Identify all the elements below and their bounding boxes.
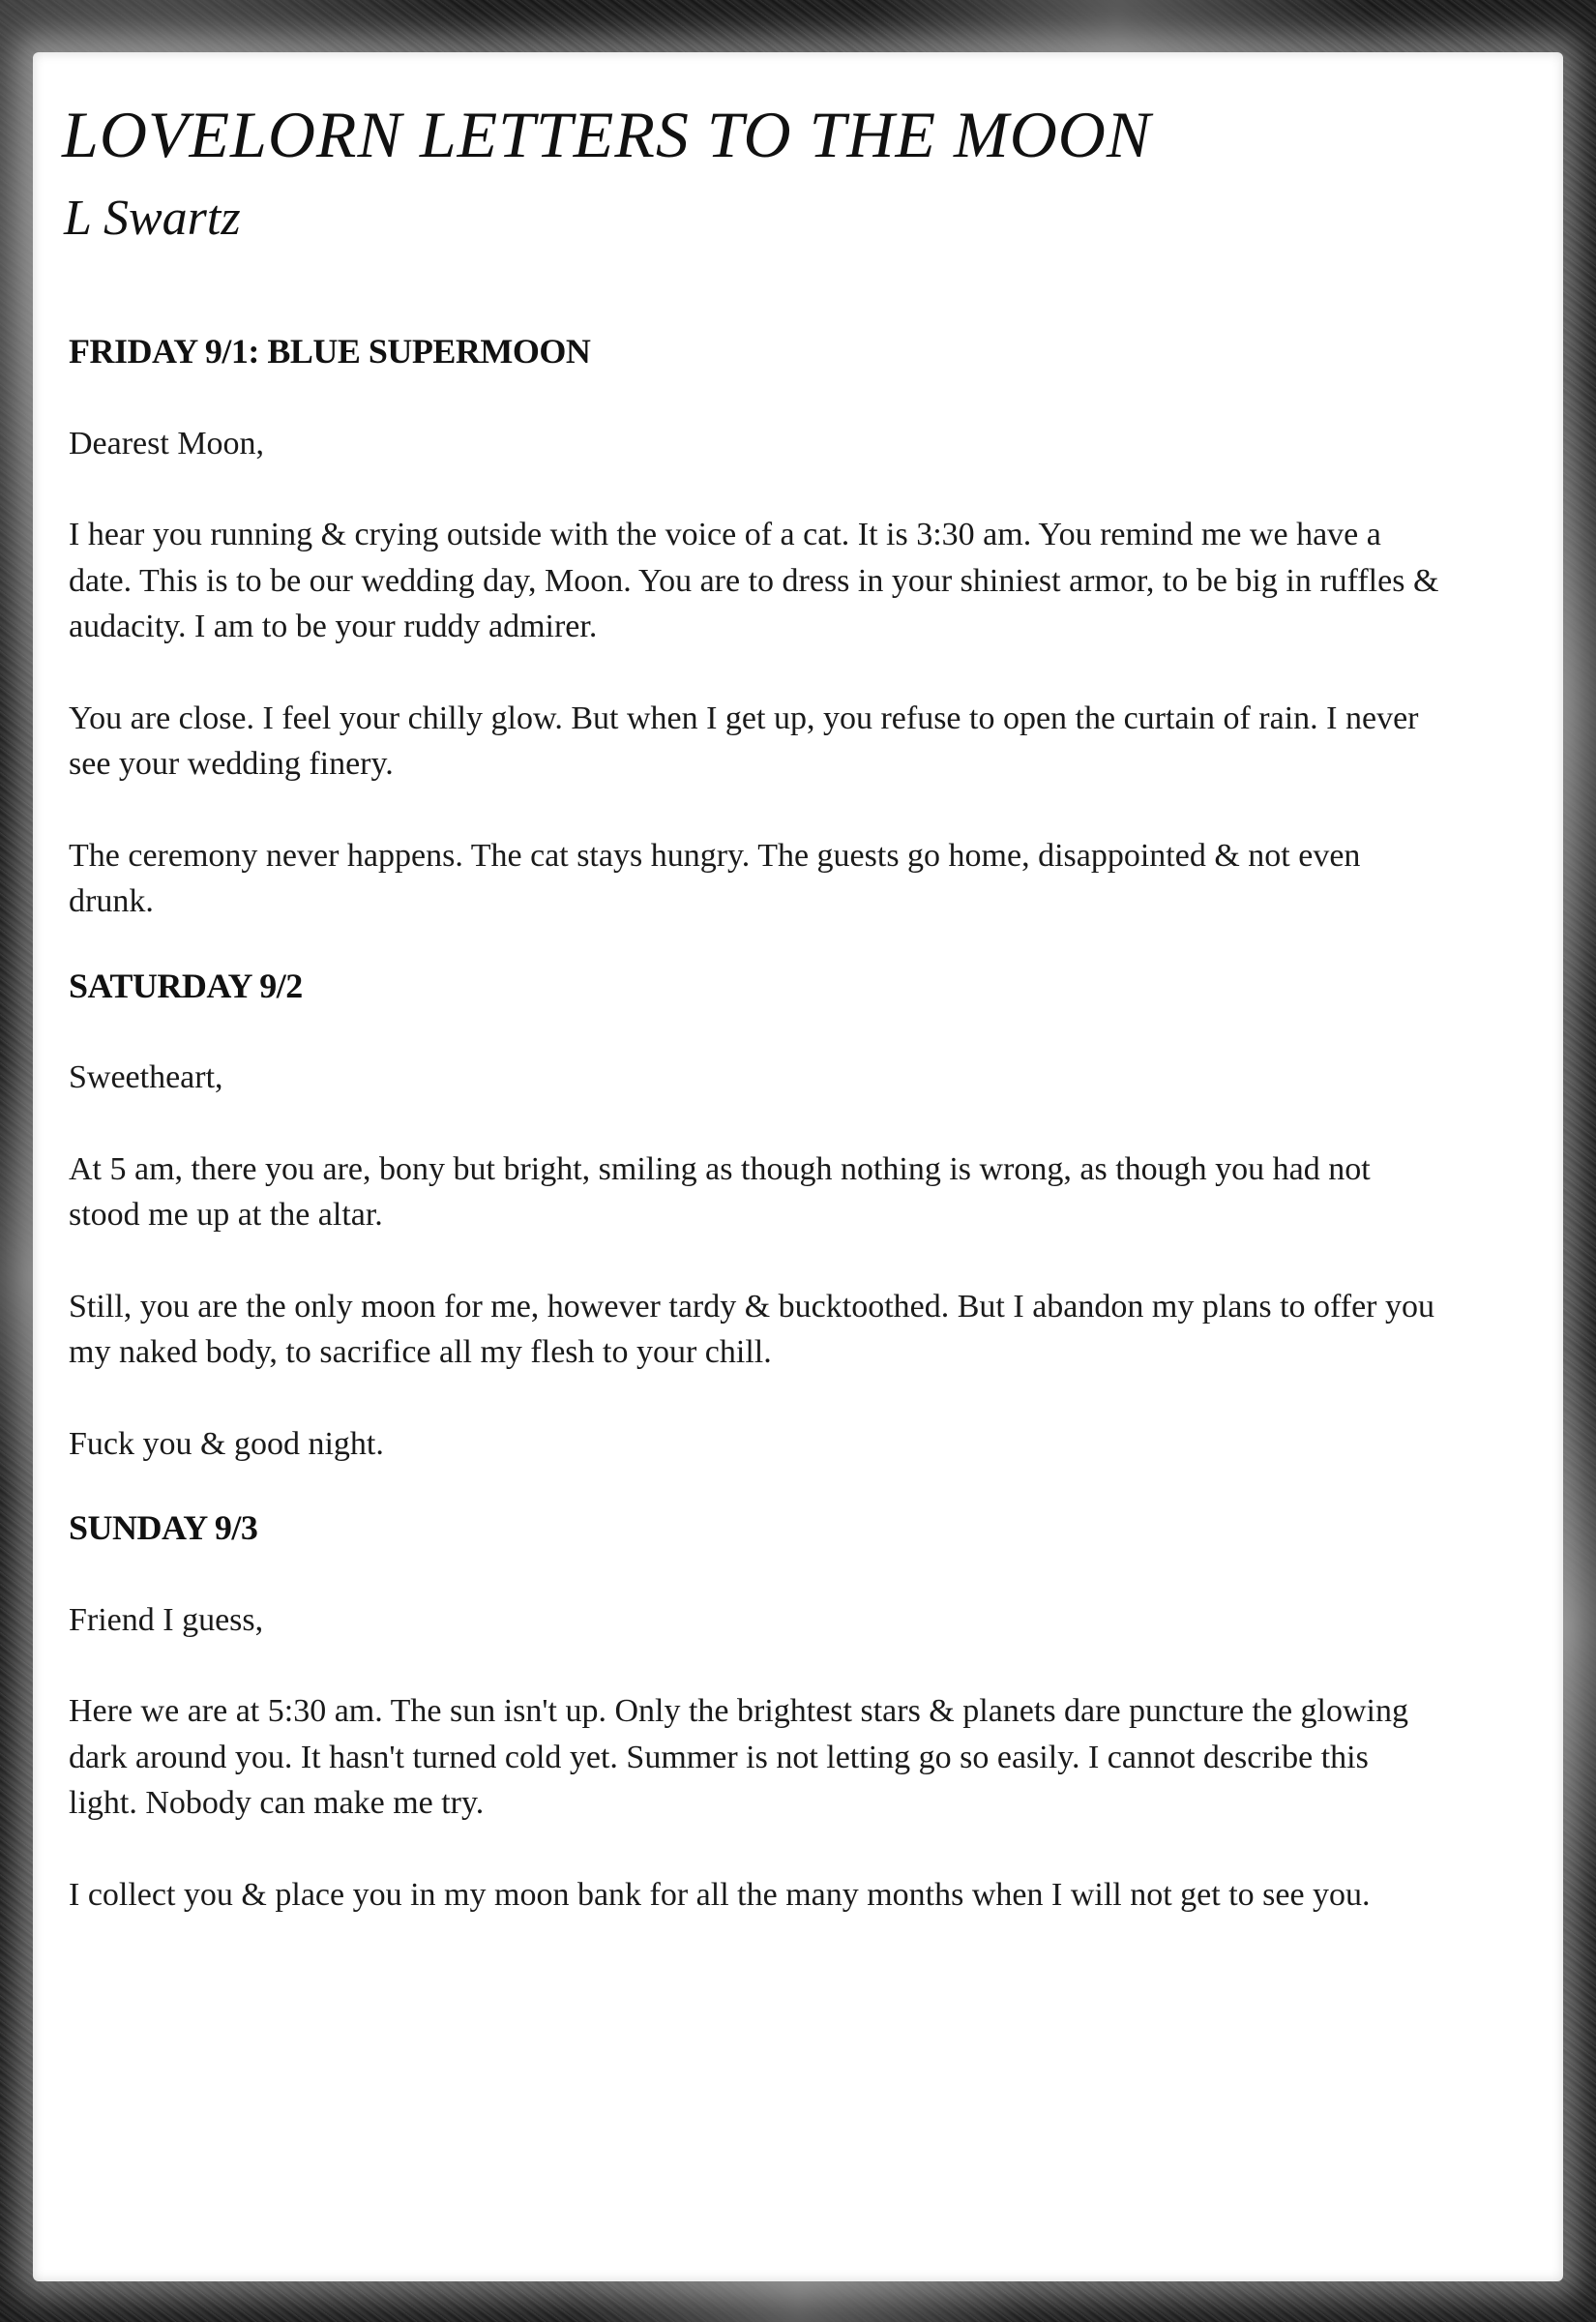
entry-paragraph: Still, you are the only moon for me, however tardy & bucktoothed. But I abandon my plans to offer you my naked body, to sacrifice all my flesh to your chill. xyxy=(69,1288,1434,1370)
document-title: LOVELORN LETTERS TO THE MOON xyxy=(62,98,1152,171)
entry-paragraph: The ceremony never happens. The cat stays hungry. The guests go home, disappointed & not even drunk. xyxy=(69,837,1361,919)
entry-heading: FRIDAY 9/1: BLUE SUPERMOON xyxy=(69,332,591,371)
entry-heading: SATURDAY 9/2 xyxy=(69,966,303,1005)
entry-salutation: Sweetheart, xyxy=(69,1059,223,1095)
entry-paragraph: You are close. I feel your chilly glow. But when I get up, you refuse to open the curtain of rain. I never see your wedding finery. xyxy=(69,700,1419,782)
entry-paragraph: Fuck you & good night. xyxy=(69,1425,384,1462)
entry-heading: SUNDAY 9/3 xyxy=(69,1508,258,1547)
entry-saturday xyxy=(69,964,1442,1468)
document-author: L Swartz xyxy=(64,191,241,246)
entry-friday xyxy=(69,329,1442,925)
entry-paragraph: I hear you running & crying outside with the voice of a cat. It is 3:30 am. You remind me we have a date. This is to be our wedding day, Moon. You are to dress in your shiniest armor, to be big in ruffles & audacity. I am to be your ruddy admirer. xyxy=(69,517,1439,644)
entry-salutation: Friend I guess, xyxy=(69,1601,264,1638)
entry-paragraph: I collect you & place you in my moon bank for all the many months when I will not get to see you. xyxy=(69,1876,1371,1913)
entry-salutation: Dearest Moon, xyxy=(69,425,265,461)
letters-body xyxy=(69,329,1442,1963)
entry-paragraph: Here we are at 5:30 am. The sun isn't up. Only the brightest stars & planets dare puncture the glowing dark around you. It hasn't turned cold yet. Summer is not letting go so easily. I cannot describe this light. Nobody can make me try. xyxy=(69,1693,1408,1821)
entry-sunday xyxy=(69,1505,1442,1918)
entry-paragraph: At 5 am, there you are, bony but bright, smiling as though nothing is wrong, as though you had not stood me up at the altar. xyxy=(69,1150,1371,1233)
